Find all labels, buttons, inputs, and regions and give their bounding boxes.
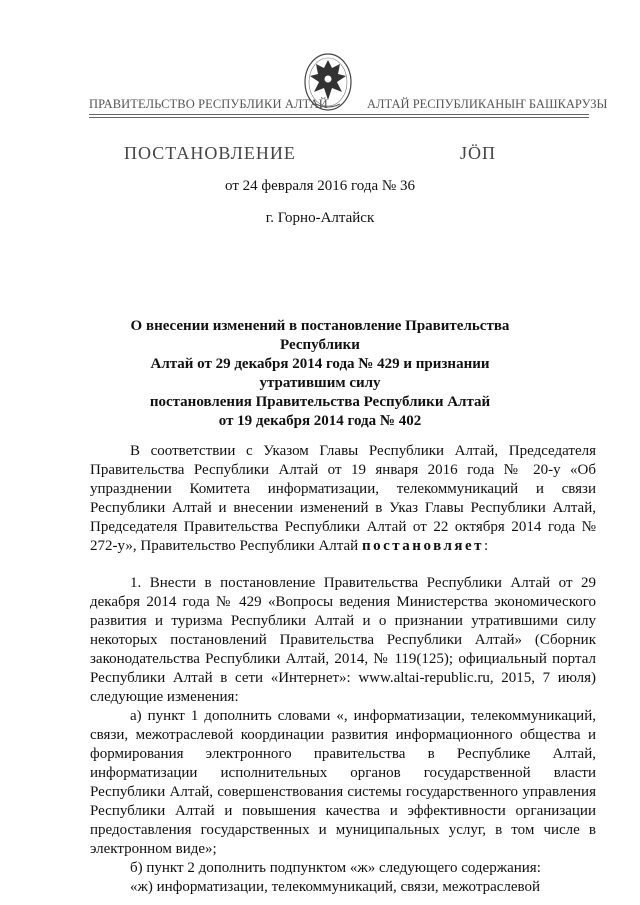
item-paragraph: «ж) информатизации, телекоммуникаций, связи, межотраслевой [130, 879, 541, 895]
item-paragraph: б) пункт 2 дополнить подпунктом «ж» следующего содержания: [130, 860, 541, 876]
header-rule-top [89, 114, 589, 115]
header-government-alt: АЛТАЙ РЕСПУБЛИКАНЫҤ БАШКАРУЗЫ [367, 97, 608, 111]
header-government-ru: ПРАВИТЕЛЬСТВО РЕСПУБЛИКИ АЛТАЙ [89, 97, 328, 111]
document-date: от 24 февраля 2016 года № 36 [225, 178, 415, 194]
title-line: О внесении изменений в постановление Правительства Республики [130, 318, 510, 353]
document-city: г. Горно-Алтайск [265, 210, 375, 226]
document-title [110, 317, 530, 431]
item-paragraph: а) пункт 1 дополнить словами «, информатизации, телекоммуникаций, связи, межотраслевой координации развития информационного общества и формирования электронного правительства в Республике Алтай, информатизации исполнительных органов государственной власти Республики Алтай, совершенствования системы государственного управления Республики Алтай и повышения качества и эффективности организации предоставления государственных и муниципальных услуг, в том числе в электронном виде»; [90, 708, 596, 857]
preamble-text: В соответствии с Указом Главы Республики Алтай, Председателя Правительства Республики Алтай от 19 января 2016 года № 20-у «Об упразднении Комитета информатизации, телекоммуникаций и связи Республики Алтай и внесении изменений в Указ Главы Республики Алтай, Председателя Правительства Республики Алтай от 22 октября 2014 года № 272-у», Правительство Республики Алтай [90, 443, 596, 554]
title-line: от 19 декабря 2014 года № 402 [218, 413, 422, 429]
item-paragraph: 1. Внести в постановление Правительства Республики Алтай от 29 декабря 2014 года № 429 «Вопросы ведения Министерства экономического развития и туризма Республики Алтай и о признании утратившими силу некоторых постановлений Правительства Республики Алтай» (Сборник законодательства Республики Алтай, 2014, № 119(125); официальный портал Республики Алтай в сети «Интернет»: www.altai-republic.ru, 2015, 7 июля) следующие изменения: [90, 575, 596, 705]
resolves-word: постановляет [361, 538, 485, 554]
doc-type-ru: ПОСТАНОВЛЕНИЕ [124, 143, 296, 163]
doc-type-alt: JÖП [460, 143, 497, 163]
preamble-paragraph [90, 442, 596, 556]
title-line: постановления Правительства Республики Алтай [149, 394, 491, 410]
resolves-punct: : [484, 538, 489, 554]
title-line: Алтай от 29 декабря 2014 года № 429 и признании утратившим силу [150, 356, 490, 391]
document-body [90, 442, 596, 897]
header-rule-bottom [89, 117, 589, 118]
